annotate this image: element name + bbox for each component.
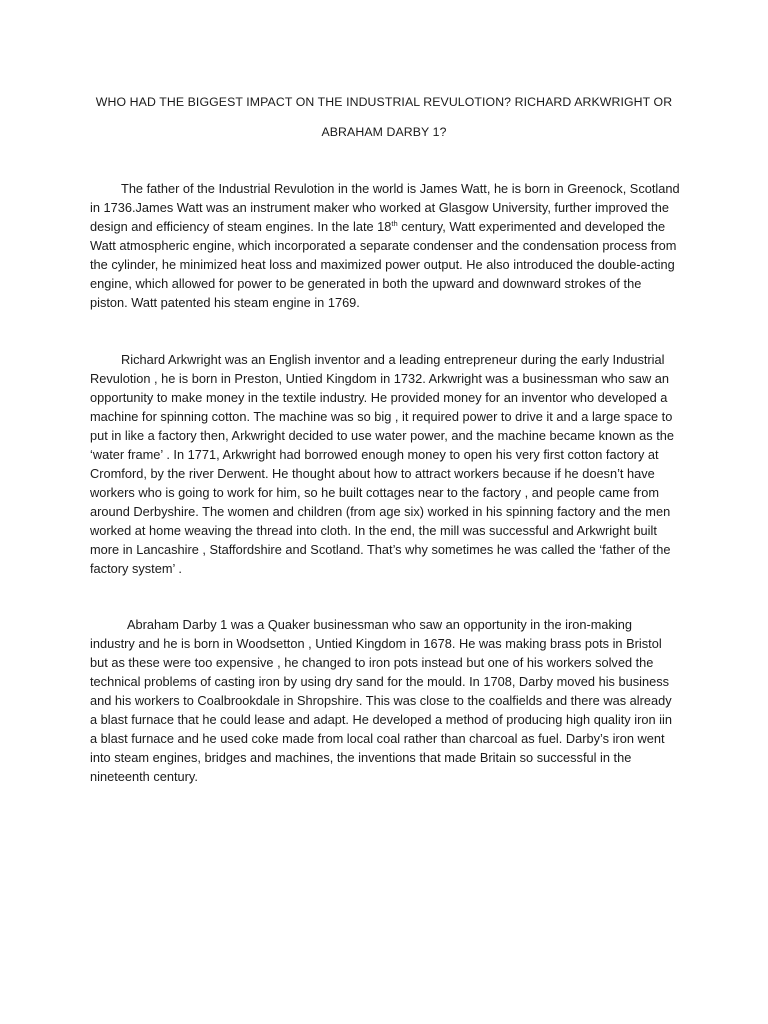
paragraph-abraham-darby: Abraham Darby 1 was a Quaker businessman who saw an opportunity in the iron-making industry and he is born in Woodsetton , Untied Kingdom in 1678. He was making brass pots in Bristol but as these were too expensive , he changed to iron pots instead but one of his workers solved the technical problems of casting iron by using dry sand for the mould. In 1708, Darby moved his business and his workers to Coalbrookdale in Shropshire. This was close to the coalfields and there was already a blast furnace that he could lease and adapt. He developed a method of producing high quality iron iin a blast furnace and he used coke made from local coal rather than charcoal as fuel. Darby’s iron went into steam engines, bridges and machines, the inventions that made Britain so successful in the nineteenth century. bbox=[90, 617, 672, 784]
document-title-line-1: WHO HAD THE BIGGEST IMPACT ON THE INDUSTRIAL REVULOTION? RICHARD ARKWRIGHT OR bbox=[95, 95, 673, 109]
paragraph-text: century, Watt experimented and developed the Watt atmospheric engine, which incorporated a separate condenser and the condensation process from the cylinder, he minimized heat loss and maximized power output. He also introduced the double-acting engine, which allowed for power to be generated in both the upward and downward strokes of the piston. Watt patented his steam engine in 1769. bbox=[90, 219, 677, 310]
paragraph-james-watt bbox=[90, 179, 680, 312]
paragraph-richard-arkwright: Richard Arkwright was an English inventor and a leading entrepreneur during the early Industrial Revulotion , he is born in Preston, Untied Kingdom in 1732. Arkwright was a businessman who saw an opportunity to make money in the textile industry. He provided money for an inventor who developed a machine for spinning cotton. The machine was so big , it required power to drive it and a large space to put in like a factory then, Arkwright decided to use water power, and the machine became known as the ‘water frame’ . In 1771, Arkwright had borrowed enough money to open his very first cotton factory at Cromford, by the river Derwent. He thought about how to attract workers because if he doesn’t have workers who is going to work for him, so he built cottages near to the factory , and people came from around Derbyshire. The women and children (from age six) worked in his spinning factory and the men worked at home weaving the thread into cloth. In the end, the mill was successful and Arkwright built more in Lancashire , Staffordshire and Scotland. That’s why sometimes he was called the ‘father of the factory system’ . bbox=[90, 352, 675, 576]
superscript-ordinal: th bbox=[391, 219, 398, 228]
paragraph-text: The father of the Industrial Revulotion in the world is James Watt, he is born in Greenock, Scotland in 1736.James Watt was an instrument maker who worked at Glasgow University, further improved the design and efficiency of steam engines. In the late 18 bbox=[90, 181, 680, 234]
document-title-line-2: ABRAHAM DARBY 1? bbox=[321, 125, 447, 139]
